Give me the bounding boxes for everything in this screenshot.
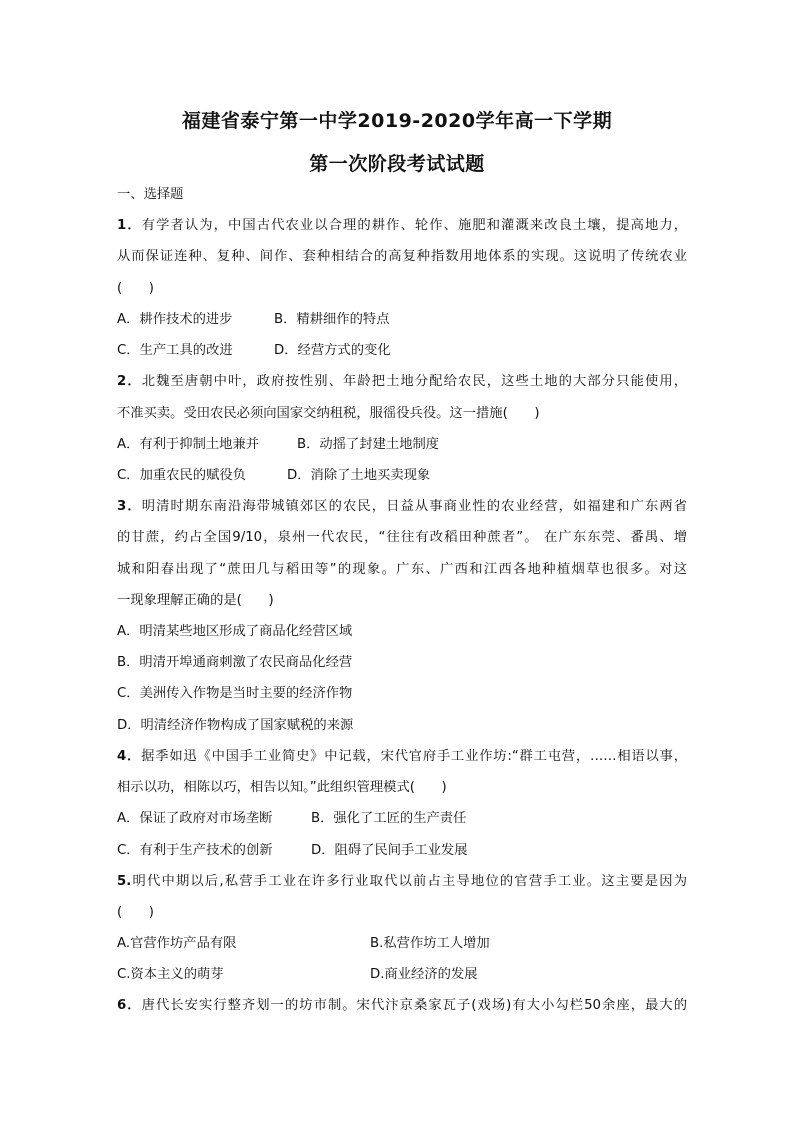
section-heading: 一、选择题: [117, 187, 184, 202]
question-5-option-a: A.官营作坊产品有限: [117, 936, 237, 951]
question-2-option-a: A．有利于抑制土地兼并: [117, 437, 260, 452]
question-2-number: 2．: [117, 374, 142, 389]
question-4-text: 据季如迅《中国手工业简史》中记载，宋代官府手工业作坊:“群工屯营，……相语以事，: [141, 749, 687, 764]
question-6-text: 唐代长安实行整齐划一的坊市制。宋代汴京桑家瓦子(戏场)有大小勾栏50余座，最大的: [141, 998, 687, 1013]
question-6-line-1: [117, 996, 687, 1016]
question-1-line-3: ( ): [117, 281, 154, 296]
question-2-option-b: B．动摇了封建土地制度: [297, 437, 440, 452]
question-5-option-c: C.资本主义的萌芽: [117, 967, 224, 982]
exam-title-line2: 第一次阶段考试试题: [309, 153, 485, 175]
question-3-line-1: [117, 497, 687, 517]
question-1-text: 有学者认为，中国古代农业以合理的耕作、轮作、施肥和灌溉来改良土壤，提高地力，: [141, 218, 687, 233]
question-3-number: 3．: [117, 499, 142, 514]
question-5-number: 5.: [117, 874, 132, 889]
question-3-option-b: B．明清开埠通商刺激了农民商品化经营: [117, 655, 353, 670]
question-4-option-a: A．保证了政府对市场垄断: [117, 811, 273, 826]
question-3-option-c: C．美洲传入作物是当时主要的经济作物: [117, 686, 353, 701]
question-1-line-1: [117, 216, 687, 236]
question-4-option-c: C．有利于生产技术的创新: [117, 843, 273, 858]
question-2-line-2: 不准买卖。受田农民必须向国家交纳租税，服徭役兵役。这一措施( ): [117, 406, 540, 421]
question-4-option-d: D．阻碍了民间手工业发展: [311, 843, 468, 858]
question-3-option-a: A．明清某些地区形成了商品化经营区域: [117, 624, 353, 639]
question-1-option-d: D．经营方式的变化: [274, 343, 391, 358]
question-5-text: 明代中期以后,私营手工业在许多行业取代以前占主导地位的官营手工业。这主要是因为: [131, 874, 687, 889]
question-5-option-d: D.商业经济的发展: [370, 967, 478, 982]
question-3-text: 明清时期东南沿海带城镇郊区的农民，日益从事商业性的农业经营，如福建和广东两省: [141, 499, 687, 514]
exam-title-line1: 福建省泰宁第一中学2019-2020学年高一下学期: [181, 110, 613, 132]
question-1-number: 1．: [117, 218, 142, 233]
question-5-option-b: B.私营作坊工人增加: [370, 936, 490, 951]
question-2-line-1: [117, 372, 687, 392]
question-2-option-d: D．消除了土地买卖现象: [287, 468, 431, 483]
question-3-line-2: 的甘蔗，约占全国9/10，泉州一代农民，“往往有改稻田种蔗者”。 在广东东莞、番禺、增: [117, 530, 687, 545]
question-1-option-a: A．耕作技术的进步: [117, 312, 233, 327]
question-5-line-2: ( ): [117, 905, 154, 920]
question-1-option-c: C．生产工具的改进: [117, 343, 233, 358]
question-4-line-1: [117, 747, 687, 767]
question-1-option-b: B．精耕细作的特点: [274, 312, 390, 327]
question-4-number: 4．: [117, 749, 142, 764]
question-6-number: 6．: [117, 998, 142, 1013]
question-2-option-c: C．加重农民的赋役负: [117, 468, 246, 483]
question-3-line-3: 城和阳春出现了“蔗田几与稻田等”的现象。广东、广西和江西各地种植烟草也很多。对这: [117, 562, 687, 577]
question-3-option-d: D．明清经济作物构成了国家赋税的来源: [117, 718, 354, 733]
question-5-line-1: [117, 872, 687, 892]
question-4-option-b: B．强化了工匠的生产责任: [311, 811, 467, 826]
question-1-line-2: 从而保证连种、复种、间作、套种相结合的高复种指数用地体系的实现。这说明了传统农业: [117, 249, 687, 264]
question-3-line-4: 一现象理解正确的是( ): [117, 593, 274, 608]
question-2-text: 北魏至唐朝中叶，政府按性别、年龄把土地分配给农民，这些土地的大部分只能使用，: [141, 374, 687, 389]
question-4-line-2: 相示以功，相陈以巧，相告以知。”此组织管理模式( ): [117, 780, 447, 795]
